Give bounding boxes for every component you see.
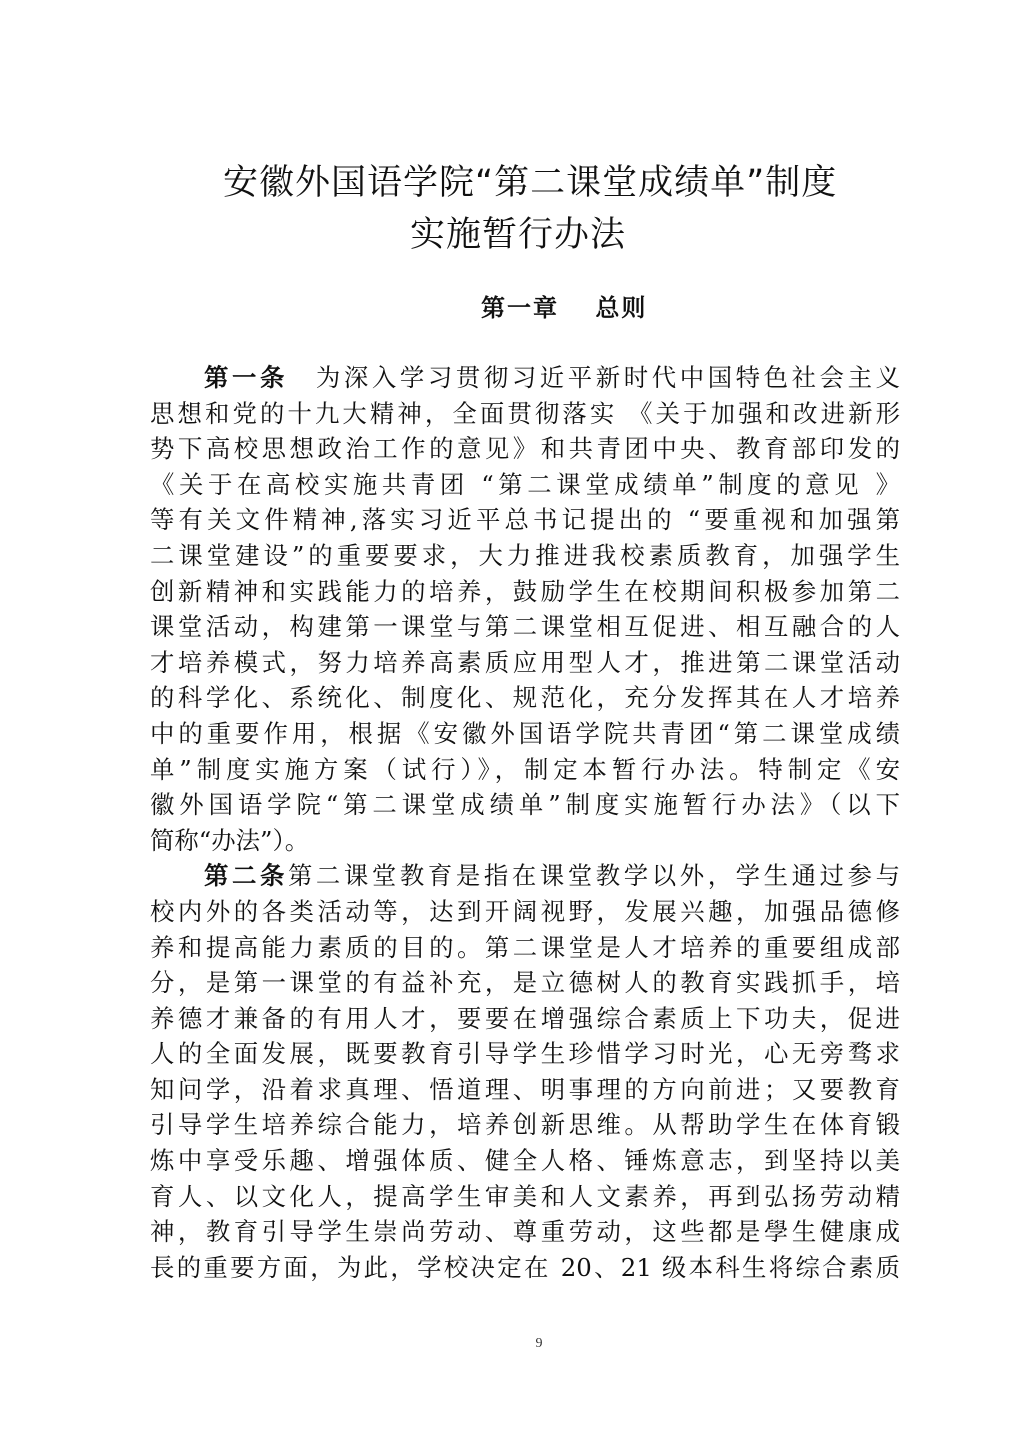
article-2-label: 第二条 [204,861,288,891]
article-1-line-8: 课堂活动，构建第一课堂与第二课堂相互促进、相互融合的人 [150,612,900,642]
article-1-line-2: 思想和党的十九大精神，全面贯彻落实 《关于加强和改进新形 [150,398,900,428]
article-1-line-9: 才培养模式，努力培养高素质应用型人才，推进第二课堂活动 [150,647,900,677]
article-2-line-3: 养和提高能力素质的目的。第二课堂是人才培养的重要组成部 [150,932,900,962]
page-number: 9 [535,1336,543,1351]
article-1-line-13: 徽外国语学院“第二课堂成绩单”制度实施暂行办法》（以下 [150,790,900,820]
article-2-line-8: 引导学生培养综合能力，培养创新思维。从帮助学生在体育锻 [150,1110,900,1140]
article-2-line-12: 長的重要方面，为此，学校决定在 20、21 级本科生将综合素质 [150,1252,900,1282]
article-1-line-14: 简称“办法”）。 [150,825,310,855]
article-2-line-4: 分，是第一课堂的有益补充，是立德树人的教育实践抓手，培 [150,968,900,998]
article-2-line-5: 养德才兼备的有用人才，要要在增强综合素质上下功夫，促进 [150,1003,900,1033]
article-1-line-7: 创新精神和实践能力的培养，鼓励学生在校期间积极参加第二 [150,576,900,606]
chapter-heading: 第一章 总则 [481,294,648,322]
article-2-line-1: 第二条第二课堂教育是指在课堂教学以外，学生通过参与 [204,861,900,891]
article-2-line-9: 炼中享受乐趣、增强体质、健全人格、锤炼意志，到坚持以美 [150,1146,900,1176]
article-1-line-1: 第一条 为深入学习贯彻习近平新时代中国特色社会主义 [204,363,900,392]
document-body [150,360,900,1285]
article-1-line-3: 势下高校思想政治工作的意见》和共青团中央、教育部印发的 [150,434,900,464]
article-2-line-2: 校内外的各类活动等，达到开阔视野，发展兴趣，加强品德修 [150,896,900,926]
article-2-line-11: 神，教育引导学生崇尚劳动、尊重劳动，这些都是學生健康成 [150,1217,900,1247]
article-1-line-10: 的科学化、系统化、制度化、规范化，充分发挥其在人才培养 [150,683,900,713]
article-1-line-4: 《关于在高校实施共青团 “第二课堂成绩单”制度的意见 》 [150,469,900,499]
article-1-line-12: 单”制度实施方案（试行）》，制定本暂行办法。特制定《安 [150,754,900,784]
document-title-line-2: 实施暂行办法 [410,215,627,255]
article-1-line-6: 二课堂建设”的重要要求，大力推进我校素质教育，加强学生 [150,540,900,570]
article-1-line-11: 中的重要作用，根据《安徽外国语学院共青团“第二课堂成绩 [150,718,900,748]
article-2-line-10: 育人、以文化人，提高学生审美和人文素养，再到弘扬劳动精 [150,1181,900,1211]
article-1-label: 第一条 [204,363,288,392]
document-title-line-1: 安徽外国语学院“第二课堂成绩单”制度 [223,163,838,203]
article-1-line-5: 等有关文件精神,落实习近平总书记提出的 “要重视和加强第 [150,505,900,535]
article-2-line-7: 知问学，沿着求真理、悟道理、明事理的方向前进；又要教育 [150,1074,900,1104]
article-2-line-6: 人的全面发展，既要教育引导学生珍惜学习时光，心无旁骛求 [150,1039,900,1069]
